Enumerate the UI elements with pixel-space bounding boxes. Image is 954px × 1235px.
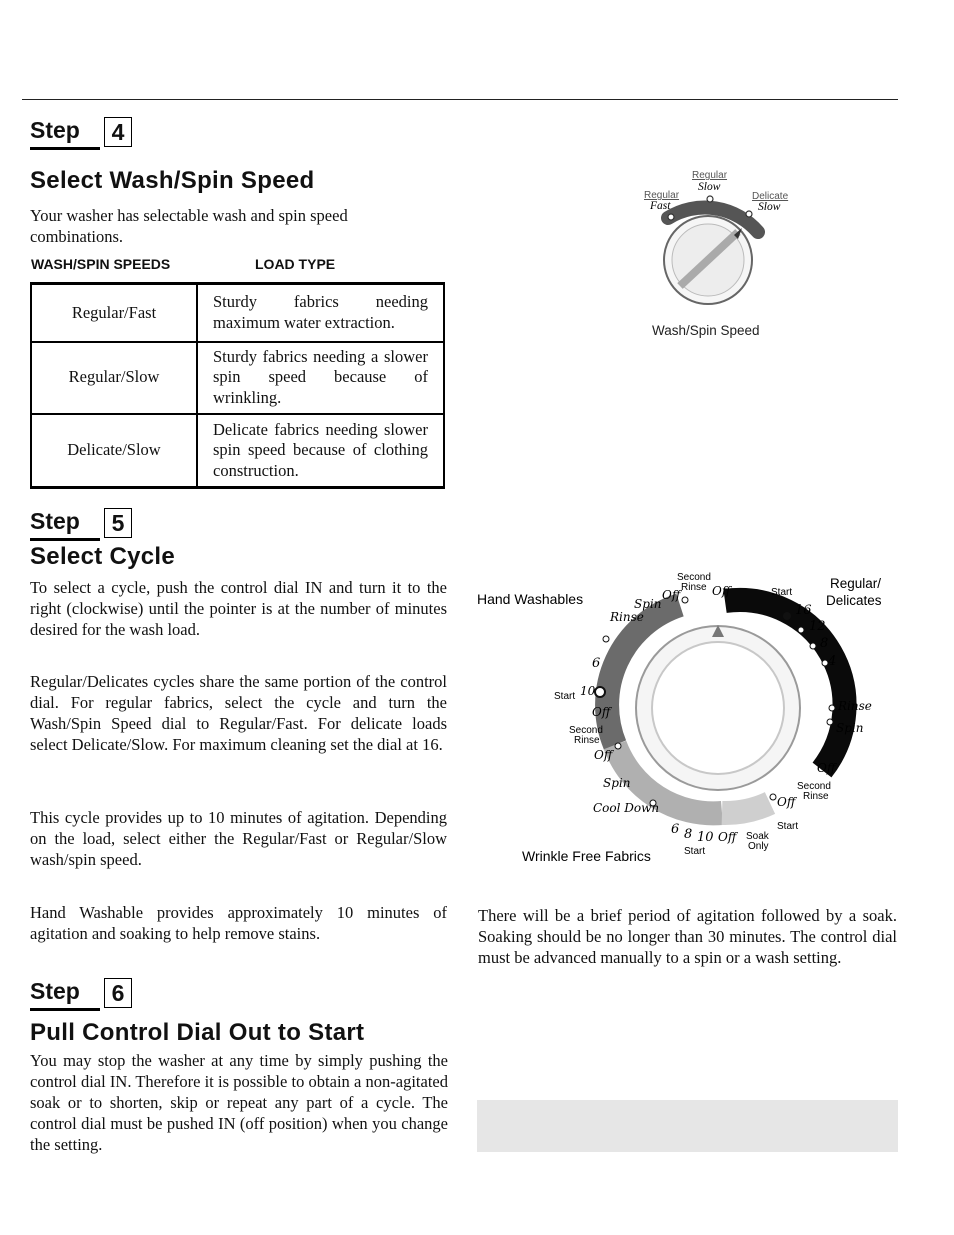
slow-label: Slow (758, 201, 781, 213)
off-label: Off (662, 588, 681, 602)
setting-dot (829, 705, 835, 711)
minutes-4: 4 (828, 654, 837, 669)
spin-label: Spin (836, 721, 864, 735)
table-row (31, 342, 444, 414)
rinse-label: Rinse (610, 610, 644, 624)
second-label: Second (797, 781, 831, 792)
slow-label: Slow (698, 181, 721, 193)
step-word: Step (30, 978, 100, 1011)
step-word: Step (30, 508, 100, 541)
minutes-10: 10 (697, 830, 714, 845)
setting-dot (783, 612, 791, 620)
step-5-heading (30, 508, 132, 541)
rinse-label: Rinse (574, 735, 600, 746)
section-title: Pull Control Dial Out to Start (30, 1019, 365, 1046)
position-dot (746, 211, 752, 217)
start-label: Start (777, 821, 799, 832)
column-header-speeds: WASH/SPIN SPEEDS (31, 256, 171, 272)
minutes-6: 6 (671, 822, 680, 837)
off-label: Off (817, 761, 836, 775)
paragraph: Hand Washable provides approximately 10 minutes of agitation and soaking to help remove stains. (30, 903, 447, 943)
step-6-heading (30, 978, 132, 1011)
minutes-10: 10 (580, 684, 596, 698)
off-label: Off (777, 795, 796, 809)
off-label: Off (718, 830, 737, 844)
second-label: Second (677, 572, 711, 583)
minutes-12: 12 (809, 619, 826, 634)
setting-dot (595, 687, 605, 697)
position-dot (707, 196, 713, 202)
fast-label: Fast (650, 200, 671, 212)
dial-caption: Wash/Spin Speed (652, 323, 760, 338)
cycle-control-dial (470, 565, 900, 865)
setting-dot (615, 743, 621, 749)
spin-label: Spin (603, 776, 631, 790)
note-box (477, 1100, 898, 1152)
wash-spin-speed-dial (630, 160, 830, 350)
soak-paragraph: There will be a brief period of agitation followed by a soak. Soaking should be no longer than 30 minutes. The control dial must be advanced manually to a spin or a wash setting. (478, 906, 897, 967)
rinse-label: Rinse (838, 699, 872, 713)
soak-label: Soak (746, 831, 769, 842)
spin-label: Spin (634, 597, 662, 611)
off-label: Off (592, 705, 611, 719)
setting-dot (798, 627, 804, 633)
load-cell: Sturdy fabrics needing maximum water extraction. (197, 284, 444, 342)
second-label: Second (569, 725, 603, 736)
regular-label: Regular (644, 190, 680, 201)
setting-dot (770, 794, 776, 800)
regular-delicates-label: Regular/ (830, 576, 882, 591)
speed-cell: Regular/Slow (31, 342, 197, 414)
rinse-label: Rinse (803, 791, 829, 802)
minutes-8: 8 (684, 827, 693, 842)
wrinkle-free-label: Wrinkle Free Fabrics (522, 848, 651, 864)
cool-down-label: Cool Down (593, 801, 660, 815)
paragraph: Regular/Delicates cycles share the same portion of the control dial. For regular fabrics, select the cycle and turn the Wash/Spin Speed dial to Regular/Fast. For delicate loads select Delicate/Slow. For maximum cleaning set the dial at 16. (30, 672, 447, 754)
table-row (31, 284, 444, 342)
intro-paragraph: Your washer has selectable wash and spin speed combinations. (30, 206, 348, 246)
step-4-heading (30, 117, 132, 150)
delicate-label: Delicate (752, 191, 789, 202)
start-label: Start (771, 587, 793, 598)
section-title: Select Wash/Spin Speed (30, 167, 315, 194)
paragraph: This cycle provides up to 10 minutes of agitation. Depending on the load, select either the Regular/Fast or Regular/Slow wash/spin speed. (30, 808, 447, 869)
setting-dot (827, 719, 833, 725)
dial-knob-inner (652, 642, 784, 774)
step-number: 5 (104, 508, 132, 538)
only-label: Only (748, 841, 769, 852)
load-cell: Delicate fabrics needing slower spin speed because of clothing construction. (197, 414, 444, 488)
top-rule (22, 99, 898, 100)
step-number: 4 (104, 117, 132, 147)
setting-dot (603, 636, 609, 642)
paragraph: To select a cycle, push the control dial IN and turn it to the right (clockwise) until the pointer is at the number of minutes desired for the wash load. (30, 578, 447, 639)
step-word: Step (30, 117, 100, 150)
section-title: Select Cycle (30, 543, 176, 570)
regular-label: Regular (692, 170, 728, 181)
minutes-6: 6 (592, 656, 601, 671)
wash-spin-table (30, 282, 445, 489)
setting-dot (682, 597, 688, 603)
step-number: 6 (104, 978, 132, 1008)
rinse-label: Rinse (681, 582, 707, 593)
soak-segment (722, 803, 770, 813)
minutes-8: 8 (820, 636, 829, 651)
off-label: Off (712, 584, 731, 598)
setting-dot (810, 643, 816, 649)
start-label: Start (684, 846, 706, 857)
off-label: Off (594, 748, 613, 762)
regular-delicates-label: Delicates (826, 593, 882, 608)
minutes-16: 16 (795, 603, 812, 618)
table-row (31, 414, 444, 488)
column-header-load: LOAD TYPE (255, 256, 336, 272)
hand-washables-label: Hand Washables (477, 591, 584, 607)
position-dot (668, 214, 674, 220)
speed-cell: Delicate/Slow (31, 414, 197, 488)
paragraph: You may stop the washer at any time by simply pushing the control dial IN. Therefore it is possible to obtain a non-agitated soak or to shorten, skip or repeat any part of a cycle. The control dial must be pushed IN (off position) when you change the setting. (30, 1051, 448, 1154)
speed-cell: Regular/Fast (31, 284, 197, 342)
start-label: Start (554, 691, 576, 702)
load-cell: Sturdy fabrics needing a slower spin speed because of wrinkling. (197, 342, 444, 414)
